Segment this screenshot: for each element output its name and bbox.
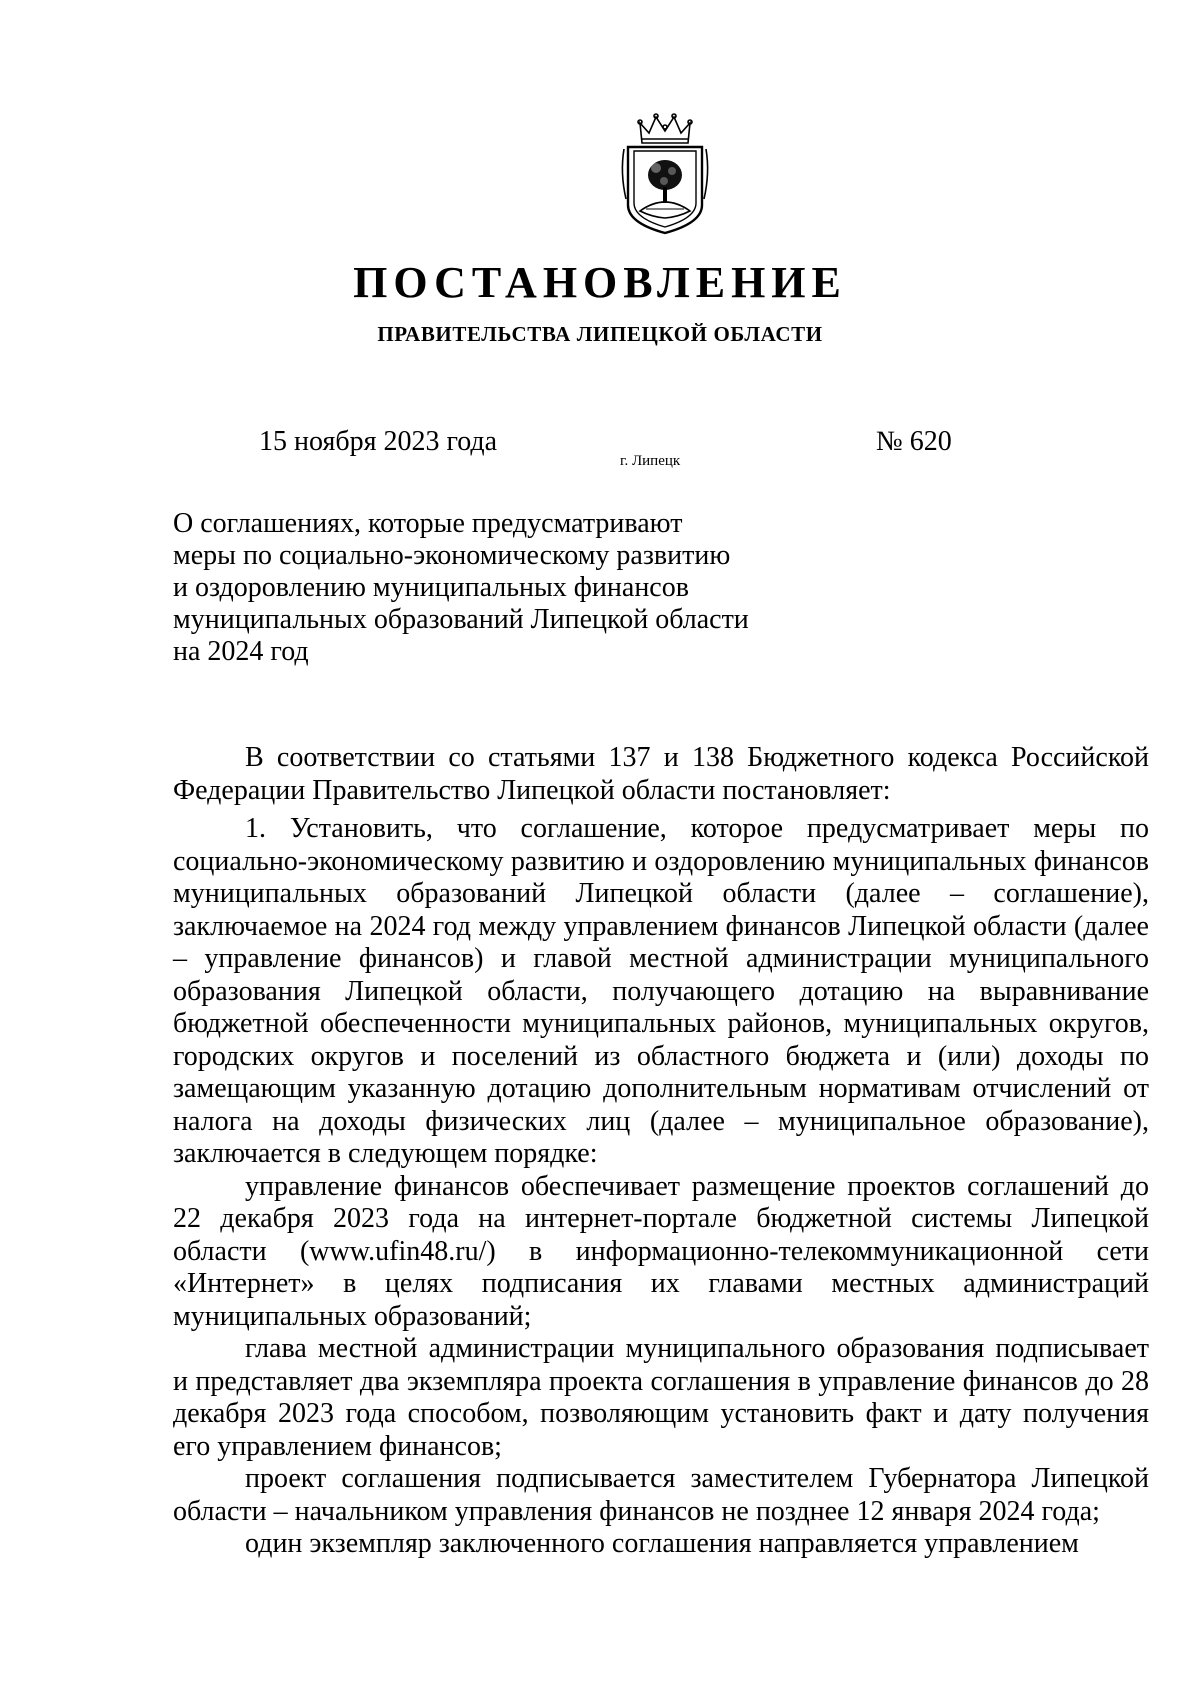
coat-of-arms-icon (618, 113, 712, 237)
subject-line: муниципальных образований Липецкой области (173, 604, 749, 635)
body-paragraph: В соответствии со статьями 137 и 138 Бюджетного кодекса Российской Федерации Правительство Липецкой области постановляет: (173, 742, 1149, 806)
document-subject (173, 508, 793, 668)
document-city: г. Липецк (620, 453, 681, 469)
document-number: № 620 (876, 426, 952, 457)
body-paragraph: проект соглашения подписывается заместителем Губернатора Липецкой области – начальником управления финансов не позднее 12 января 2024 года; (173, 1463, 1149, 1527)
body-paragraph: 1. Установить, что соглашение, которое предусматривает меры по социально-экономическому развитию и оздоровлению муниципальных финансов муниципальных образований Липецкой области (далее – соглашение), заключаемое на 2024 год между управлением финансов Липецкой области (далее – управление финансов) и главой местной администрации муниципального образования Липецкой области, получающего дотацию на выравнивание бюджетной обеспеченности муниципальных районов, муниципальных округов, городских округов и поселений из областного бюджета и (или) доходы по замещающим указанную дотацию дополнительным нормативам отчислений от налога на доходы физических лиц (далее – муниципальное образование), заключается в следующем порядке: (173, 813, 1149, 1169)
body-paragraph: управление финансов обеспечивает размещение проектов соглашений до 22 декабря 2023 года на интернет-портале бюджетной системы Липецкой области (www.ufin48.ru/) в информационно-телекоммуникационной сети «Интернет» в целях подписания их главами местных администраций муниципальных образований; (173, 1170, 1149, 1332)
subject-line: О соглашениях, которые предусматривают (173, 508, 683, 539)
subject-line: и оздоровлению муниципальных финансов (173, 572, 689, 603)
document-body (173, 742, 1149, 1561)
subject-line: на 2024 год (173, 636, 309, 667)
document-date: 15 ноября 2023 года (259, 426, 498, 457)
subject-line: меры по социально-экономическому развитию (173, 540, 731, 571)
body-paragraph: глава местной администрации муниципального образования подписывает и представляет два экземпляра проекта соглашения в управление финансов до 28 декабря 2023 года способом, позволяющим установить факт и дату получения его управлением финансов; (173, 1333, 1149, 1462)
body-paragraph: один экземпляр заключенного соглашения направляется управлением (245, 1528, 1079, 1559)
document-title: ПОСТАНОВЛЕНИЕ (353, 258, 847, 307)
issuing-authority: ПРАВИТЕЛЬСТВА ЛИПЕЦКОЙ ОБЛАСТИ (377, 322, 823, 346)
